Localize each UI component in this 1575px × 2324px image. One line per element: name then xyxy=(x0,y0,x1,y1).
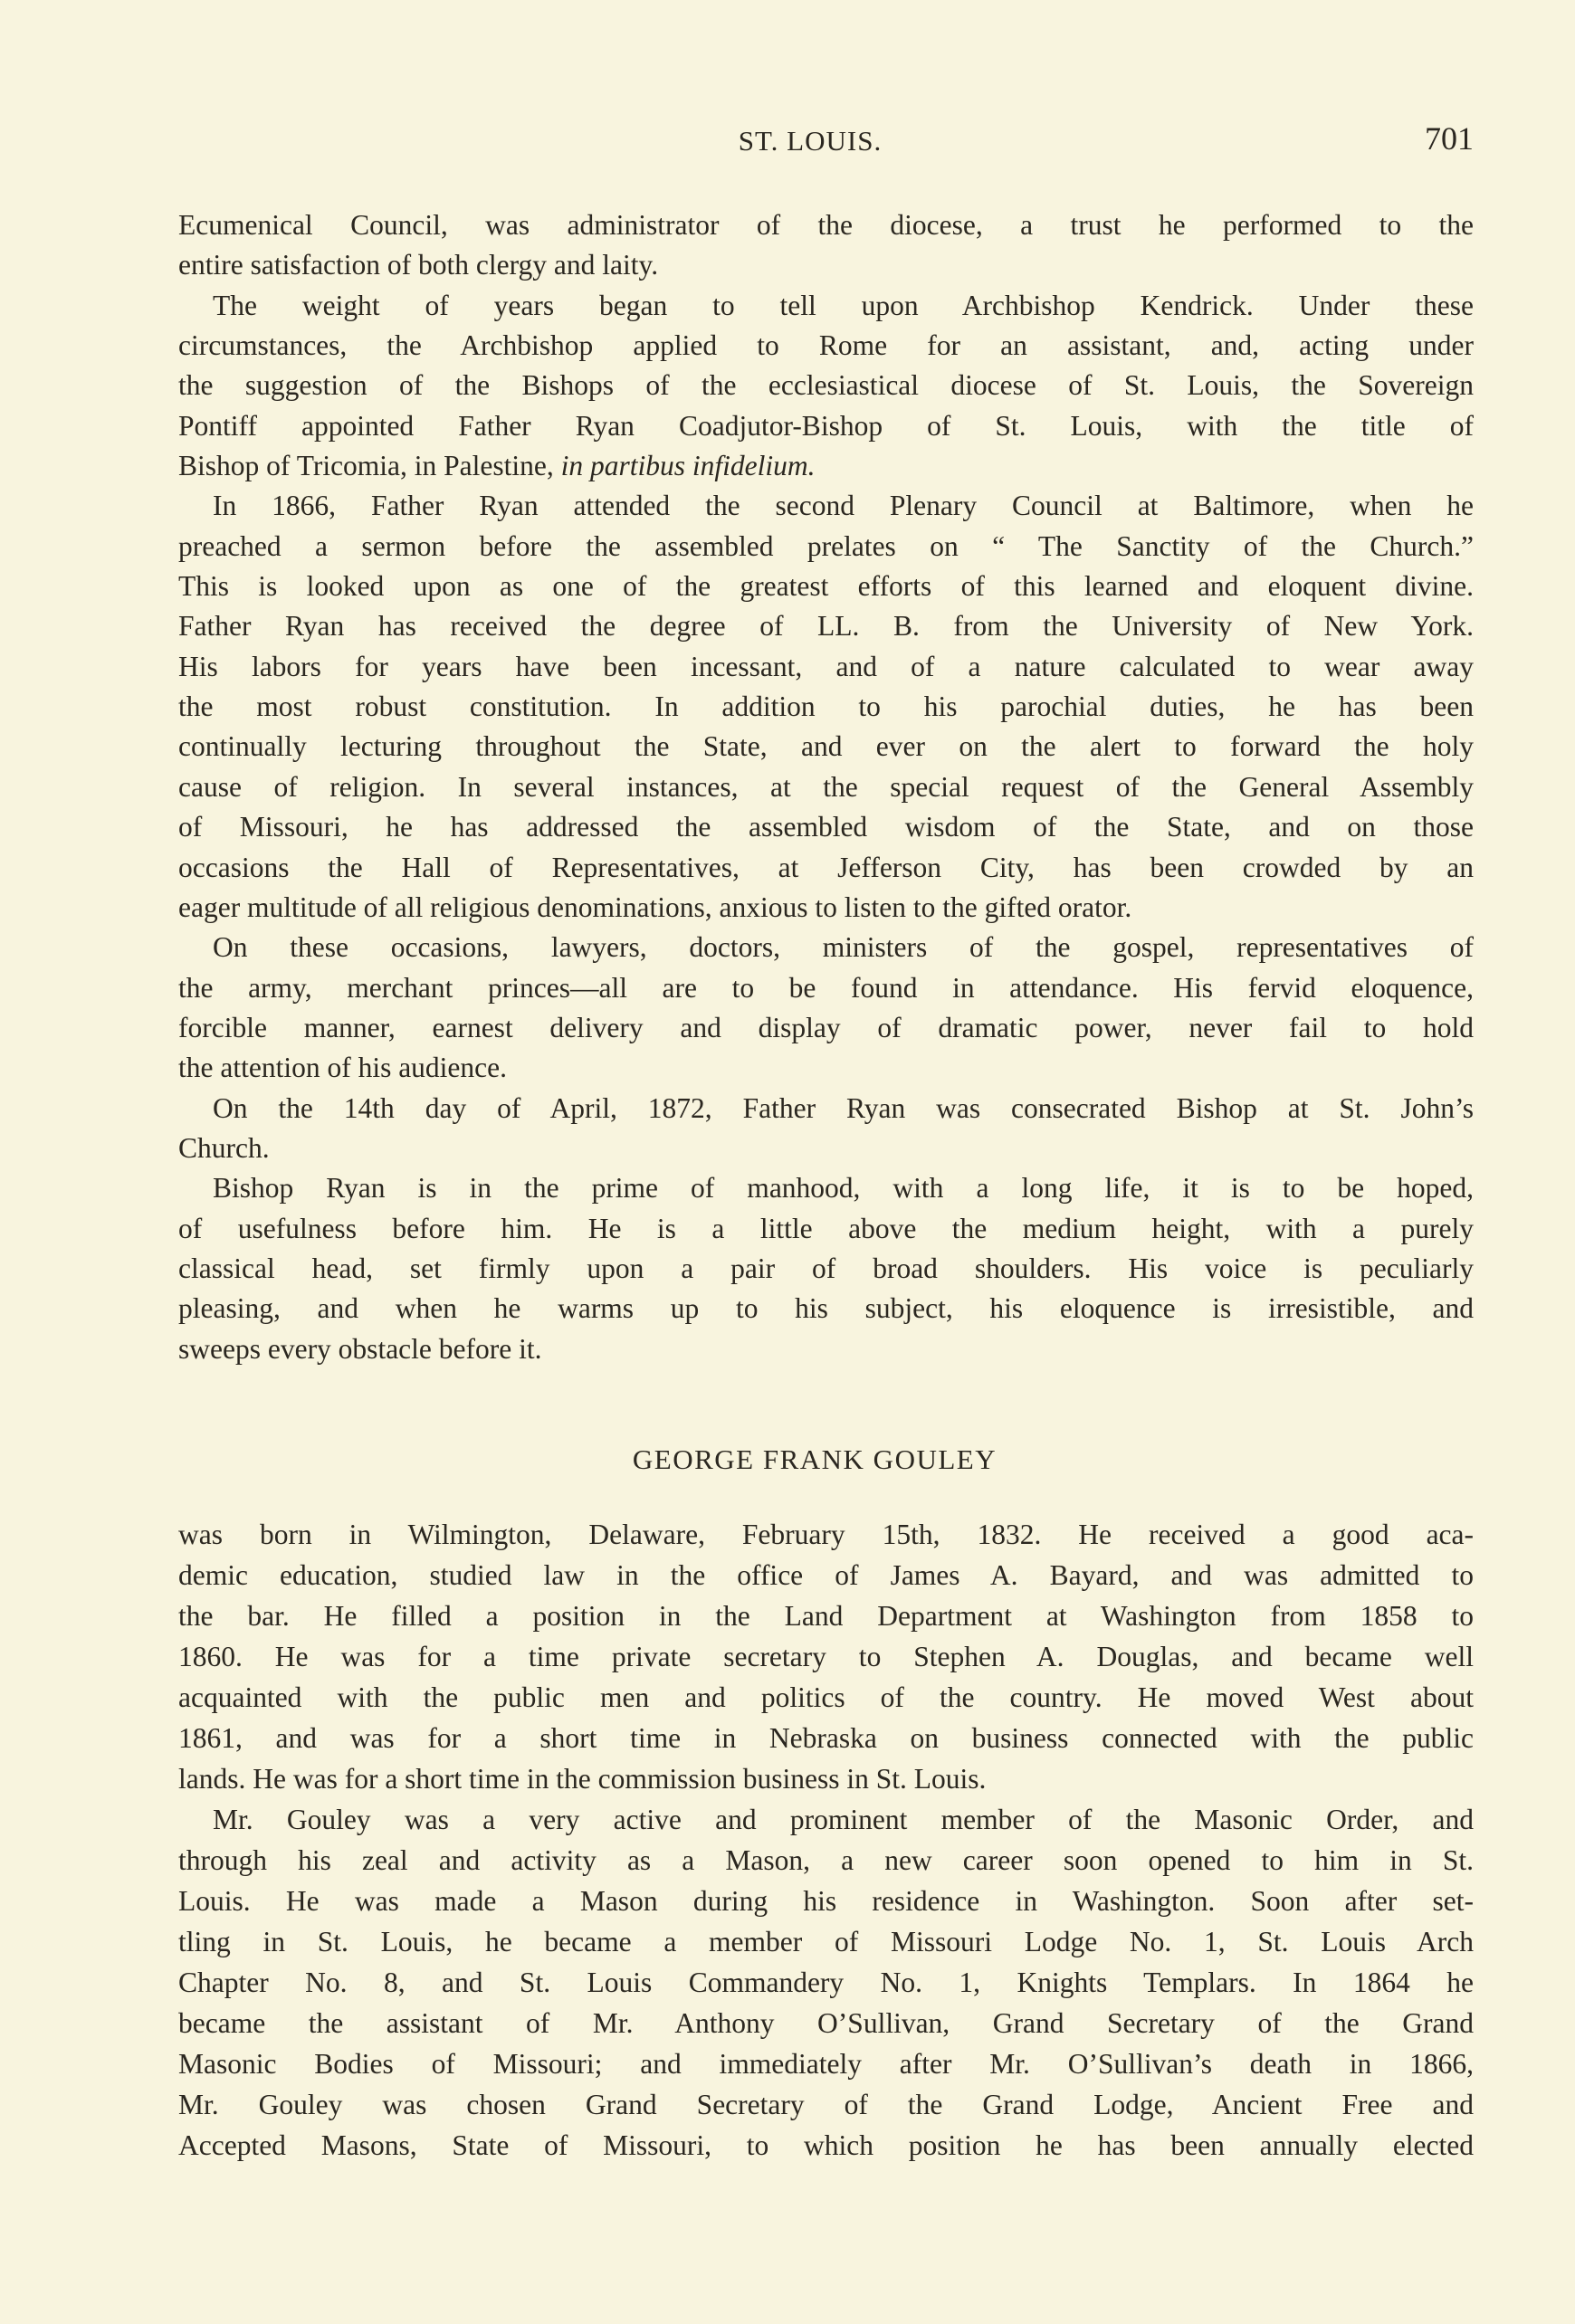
text-line: 1860. He was for a time private secretary to Stephen A. Douglas, and became well xyxy=(178,1641,1474,1672)
text-line: His labors for years have been incessant, and of a nature calculated to wear away xyxy=(178,650,1474,682)
text-line: demic education, studied law in the office of James A. Bayard, and was admitted to xyxy=(178,1559,1474,1591)
text-line: Masonic Bodies of Missouri; and immediately after Mr. O’Sullivan’s death in 1866, xyxy=(178,2048,1474,2080)
text-line: of Missouri, he has addressed the assembled wisdom of the State, and on those xyxy=(178,811,1474,843)
running-head-title: ST. LOUIS. xyxy=(738,125,883,157)
text-line: Mr. Gouley was chosen Grand Secretary of the Grand Lodge, Ancient Free and xyxy=(178,2089,1474,2120)
text-line: Church. xyxy=(178,1131,270,1164)
text-line: Louis. He was made a Mason during his residence in Washington. Soon after set- xyxy=(178,1885,1474,1917)
text-line: Accepted Masons, State of Missouri, to which position he has been annually elected xyxy=(178,2129,1474,2161)
text-line: This is looked upon as one of the greatest efforts of this learned and eloquent divine. xyxy=(178,570,1474,603)
text-line: became the assistant of Mr. Anthony O’Sullivan, Grand Secretary of the Grand xyxy=(178,2007,1474,2039)
text-line xyxy=(178,446,1474,486)
article-ryan-continuation xyxy=(178,205,1474,1369)
italic-phrase: in partibus infidelium. xyxy=(560,450,816,482)
text-line: the attention of his audience. xyxy=(178,1052,508,1084)
text-line: Bishop Ryan is in the prime of manhood, with a long life, it is to be hoped, xyxy=(213,1172,1474,1205)
text-line: the most robust constitution. In addition to his parochial duties, he has been xyxy=(178,691,1474,723)
text-line: On the 14th day of April, 1872, Father Ryan was consecrated Bishop at St. John’s xyxy=(213,1091,1474,1124)
paragraph xyxy=(178,486,1474,928)
text-line: entire satisfaction of both clergy and laity. xyxy=(178,249,659,281)
text-line: tling in St. Louis, he became a member of Missouri Lodge No. 1, St. Louis Arch xyxy=(178,1926,1474,1957)
text-line: acquainted with the public men and politics of the country. He moved West about xyxy=(178,1681,1474,1713)
text-line: On these occasions, lawyers, doctors, ministers of the gospel, representatives of xyxy=(213,931,1474,964)
text-line: Pontiff appointed Father Ryan Coadjutor-Bishop of St. Louis, with the title of xyxy=(178,409,1474,442)
paragraph xyxy=(178,1514,1474,1799)
text-line: continually lecturing throughout the State, and ever on the alert to forward the holy xyxy=(178,730,1474,763)
text-line: classical head, set firmly upon a pair of broad shoulders. His voice is peculiarly xyxy=(178,1252,1474,1284)
running-head xyxy=(0,119,1575,165)
text-line: cause of religion. In several instances, at the special request of the General Assembly xyxy=(178,770,1474,803)
text-line: pleasing, and when he warms up to his subject, his eloquence is irresistible, and xyxy=(178,1292,1474,1325)
text-line: of usefulness before him. He is a little above the medium height, with a purely xyxy=(178,1212,1474,1244)
paragraph xyxy=(178,286,1474,487)
text-line: through his zeal and activity as a Mason, a new career soon opened to him in St. xyxy=(178,1844,1474,1876)
article-george-frank-gouley xyxy=(178,1514,1474,2166)
text-line: Chapter No. 8, and St. Louis Commandery No. 1, Knights Templars. In 1864 he xyxy=(178,1967,1474,1998)
section-heading: GEORGE FRANK GOULEY xyxy=(632,1443,998,1475)
text-line: Ecumenical Council, was administrator of the diocese, a trust he performed to the xyxy=(178,209,1474,241)
text-line: sweeps every obstacle before it. xyxy=(178,1332,542,1365)
paragraph xyxy=(178,928,1474,1088)
text-line: The weight of years began to tell upon Archbishop Kendrick. Under these xyxy=(213,289,1474,321)
text-line: 1861, and was for a short time in Nebraska on business connected with the public xyxy=(178,1722,1474,1754)
paragraph xyxy=(178,1089,1474,1169)
paragraph xyxy=(178,1168,1474,1369)
text-line: the army, merchant princes—all are to be found in attendance. His fervid eloquence, xyxy=(178,971,1474,1004)
text-line: Father Ryan has received the degree of LL. B. from the University of New York. xyxy=(178,610,1474,643)
text-line: Mr. Gouley was a very active and prominent member of the Masonic Order, and xyxy=(213,1804,1474,1835)
text-line: forcible manner, earnest delivery and display of dramatic power, never fail to hold xyxy=(178,1011,1474,1043)
paragraph xyxy=(178,205,1474,286)
text-line: In 1866, Father Ryan attended the second Plenary Council at Baltimore, when he xyxy=(213,490,1474,522)
page-number: 701 xyxy=(1425,120,1474,157)
paragraph xyxy=(178,1799,1474,2166)
text-line: was born in Wilmington, Delaware, February 15th, 1832. He received a good aca- xyxy=(178,1519,1474,1550)
text-line: occasions the Hall of Representatives, at Jefferson City, has been crowded by an xyxy=(178,851,1474,883)
text-line: eager multitude of all religious denominations, anxious to listen to the gifted orator. xyxy=(178,891,1132,923)
text-line: preached a sermon before the assembled prelates on “ The Sanctity of the Church.” xyxy=(178,529,1474,562)
text-line: the suggestion of the Bishops of the ecclesiastical diocese of St. Louis, the Sovereign xyxy=(178,369,1474,402)
text-line: the bar. He filled a position in the Land Department at Washington from 1858 to xyxy=(178,1600,1474,1632)
text-line: lands. He was for a short time in the commission business in St. Louis. xyxy=(178,1763,987,1795)
text-span: Bishop of Tricomia, in Palestine, xyxy=(178,450,561,482)
text-line: circumstances, the Archbishop applied to Rome for an assistant, and, acting under xyxy=(178,329,1474,362)
